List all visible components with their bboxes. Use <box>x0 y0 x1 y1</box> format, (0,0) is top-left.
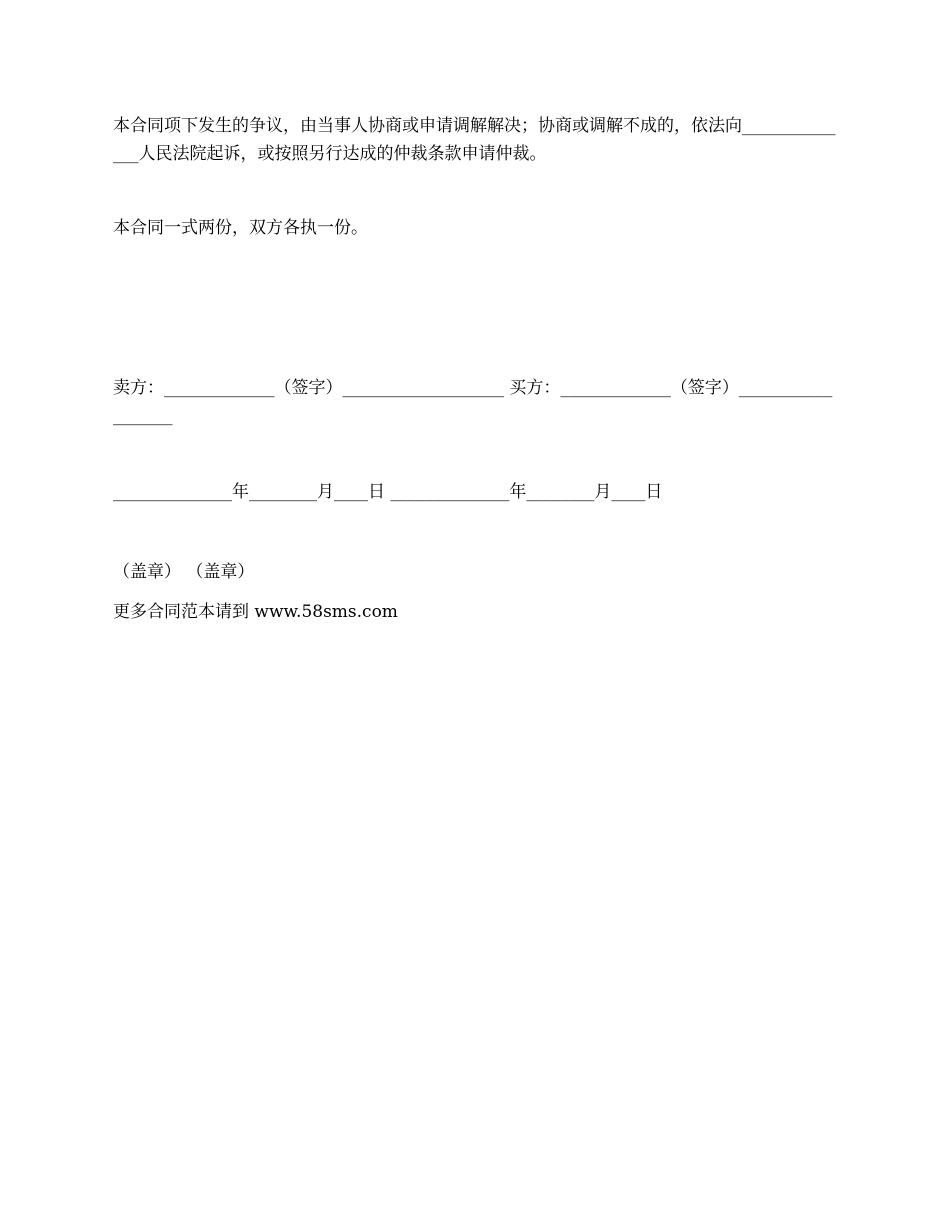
signature-line: 卖方：_____________（签字）___________________ 买方：_____________（签字）__________________ <box>113 378 833 426</box>
dispute-clause: 本合同项下发生的争议，由当事人协商或申请调解解决；协商或调解不成的，依法向______________人民法院起诉，或按照另行达成的仲裁条款申请仲裁。 <box>113 116 836 164</box>
seal-line: （盖章） （盖章） <box>113 562 255 582</box>
copies-clause: 本合同一式两份，双方各执一份。 <box>113 218 368 238</box>
footer-note: 更多合同范本请到 www.58sms.com <box>113 602 398 622</box>
date-line: ______________年________月____日 ______________年________月____日 <box>113 482 663 502</box>
